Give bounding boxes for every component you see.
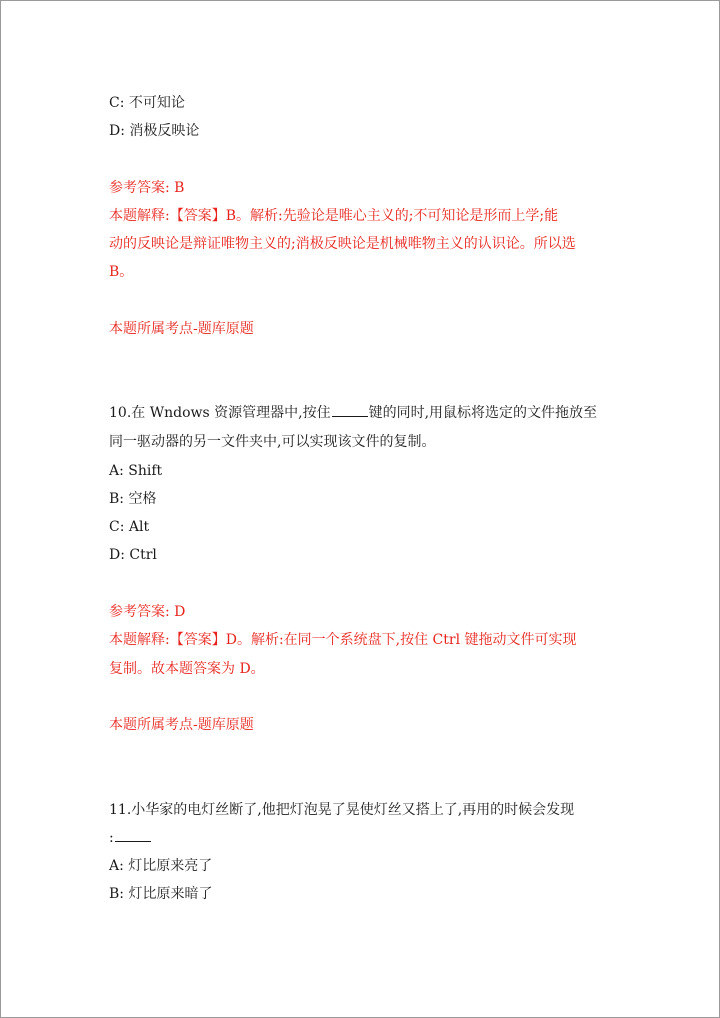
option-text: Alt bbox=[128, 519, 150, 535]
option-text: Shift bbox=[128, 463, 163, 479]
fill-blank bbox=[332, 404, 368, 417]
answer-text: 参考答案: D bbox=[109, 604, 186, 620]
question-stem-line: 11.小华家的电灯丝断了,他把灯泡晃了晃使灯丝又搭上了,再用的时候会发现 bbox=[109, 802, 575, 818]
option-c bbox=[109, 93, 185, 113]
question-stem-line: 同一驱动器的另一文件夹中,可以实现该文件的复制。 bbox=[109, 434, 436, 450]
explanation-line: 本题解释:【答案】B。解析:先验论是唯心主义的;不可知论是形而上学;能 bbox=[109, 208, 559, 224]
explanation-line: B。 bbox=[109, 264, 134, 280]
option-text: 消极反映论 bbox=[129, 123, 200, 139]
option-a bbox=[109, 856, 212, 876]
option-label: A: bbox=[109, 858, 124, 874]
stem-part: : bbox=[109, 830, 114, 846]
explanation-line: 复制。故本题答案为 D。 bbox=[109, 661, 265, 677]
answer-text: 参考答案: B bbox=[109, 180, 185, 196]
explanation-line: 本题解释:【答案】D。解析:在同一个系统盘下,按住 Ctrl 键拖动文件可实现 bbox=[109, 632, 577, 648]
option-label: B: bbox=[109, 491, 125, 507]
option-label: C: bbox=[109, 95, 125, 111]
option-label: B: bbox=[109, 886, 125, 902]
option-d bbox=[109, 121, 199, 141]
option-a bbox=[109, 461, 162, 481]
option-label: D: bbox=[109, 123, 125, 139]
option-d bbox=[109, 545, 157, 565]
source-text: 本题所属考点-题库原题 bbox=[109, 321, 254, 337]
question-stem-line bbox=[109, 828, 152, 848]
option-b bbox=[109, 489, 156, 509]
stem-part: 键的同时,用鼠标将选定的文件拖放至 bbox=[368, 405, 598, 421]
source-text: 本题所属考点-题库原题 bbox=[109, 717, 254, 733]
question-stem bbox=[109, 403, 597, 423]
option-text: 不可知论 bbox=[128, 95, 185, 111]
option-text: 灯比原来暗了 bbox=[128, 886, 213, 902]
option-b bbox=[109, 884, 212, 904]
option-c bbox=[109, 517, 149, 537]
option-label: C: bbox=[109, 519, 125, 535]
option-text: Ctrl bbox=[129, 547, 157, 563]
option-text: 灯比原来亮了 bbox=[128, 858, 213, 874]
fill-blank bbox=[115, 829, 151, 842]
explanation-line: 动的反映论是辩证唯物主义的;消极反映论是机械唯物主义的认识论。所以选 bbox=[109, 236, 576, 252]
option-text: 空格 bbox=[128, 491, 157, 507]
option-label: A: bbox=[109, 463, 124, 479]
option-label: D: bbox=[109, 547, 125, 563]
stem-part: 10.在 Wndows 资源管理器中,按住 bbox=[109, 405, 331, 421]
